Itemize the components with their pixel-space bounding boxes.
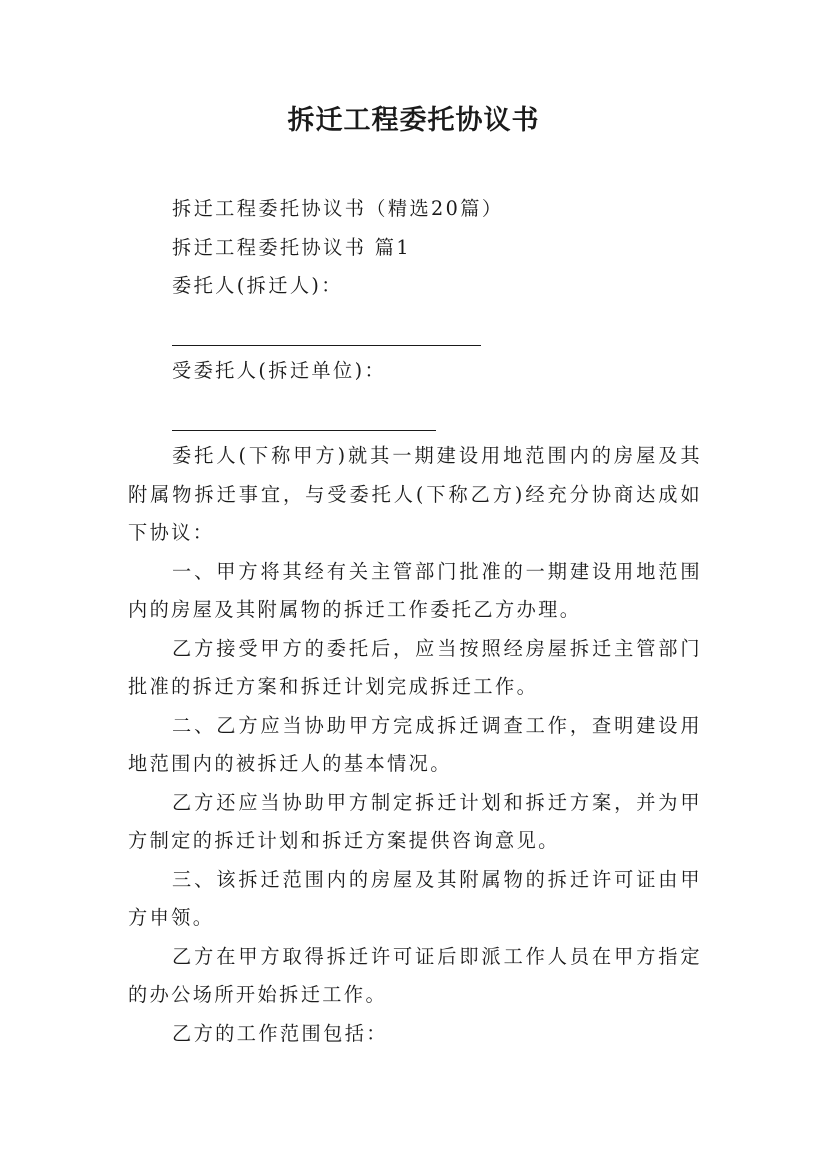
document-body xyxy=(128,190,702,1053)
paragraph-clause-1-detail: 乙方接受甲方的委托后，应当按照经房屋拆迁主管部门批准的拆迁方案和拆迁计划完成拆迁工作。 xyxy=(128,636,702,698)
paragraph-intro: 委托人(下称甲方)就其一期建设用地范围内的房屋及其附属物拆迁事宜，与受委托人(下称乙方)经充分协商达成如下协议： xyxy=(128,444,702,544)
paragraph-clause-3-detail: 乙方在甲方取得拆迁许可证后即派工作人员在甲方指定的办公场所开始拆迁工作。 xyxy=(128,944,702,1006)
agent-label: 受委托人(拆迁单位)： xyxy=(172,359,387,382)
paragraph-clause-1: 一、甲方将其经有关主管部门批准的一期建设用地范围内的房屋及其附属物的拆迁工作委托乙方办理。 xyxy=(128,559,702,621)
paragraph-work-scope: 乙方的工作范围包括： xyxy=(172,1021,388,1045)
section-heading: 拆迁工程委托协议书 篇1 xyxy=(172,235,411,259)
subtitle-line: 拆迁工程委托协议书（精选20篇） xyxy=(172,197,504,220)
paragraph-clause-2: 二、乙方应当协助甲方完成拆迁调查工作，查明建设用地范围内的被拆迁人的基本情况。 xyxy=(128,713,702,775)
document-title: 拆迁工程委托协议书 xyxy=(287,105,540,136)
principal-blank-line xyxy=(172,314,702,353)
principal-label: 委托人(拆迁人)： xyxy=(172,274,343,297)
paragraph-clause-3: 三、该拆迁范围内的房屋及其附属物的拆迁许可证由甲方申领。 xyxy=(128,867,702,929)
agent-blank-line xyxy=(172,399,702,438)
paragraph-clause-2-detail: 乙方还应当协助甲方制定拆迁计划和拆迁方案，并为甲方制定的拆迁计划和拆迁方案提供咨询意见。 xyxy=(128,790,702,852)
